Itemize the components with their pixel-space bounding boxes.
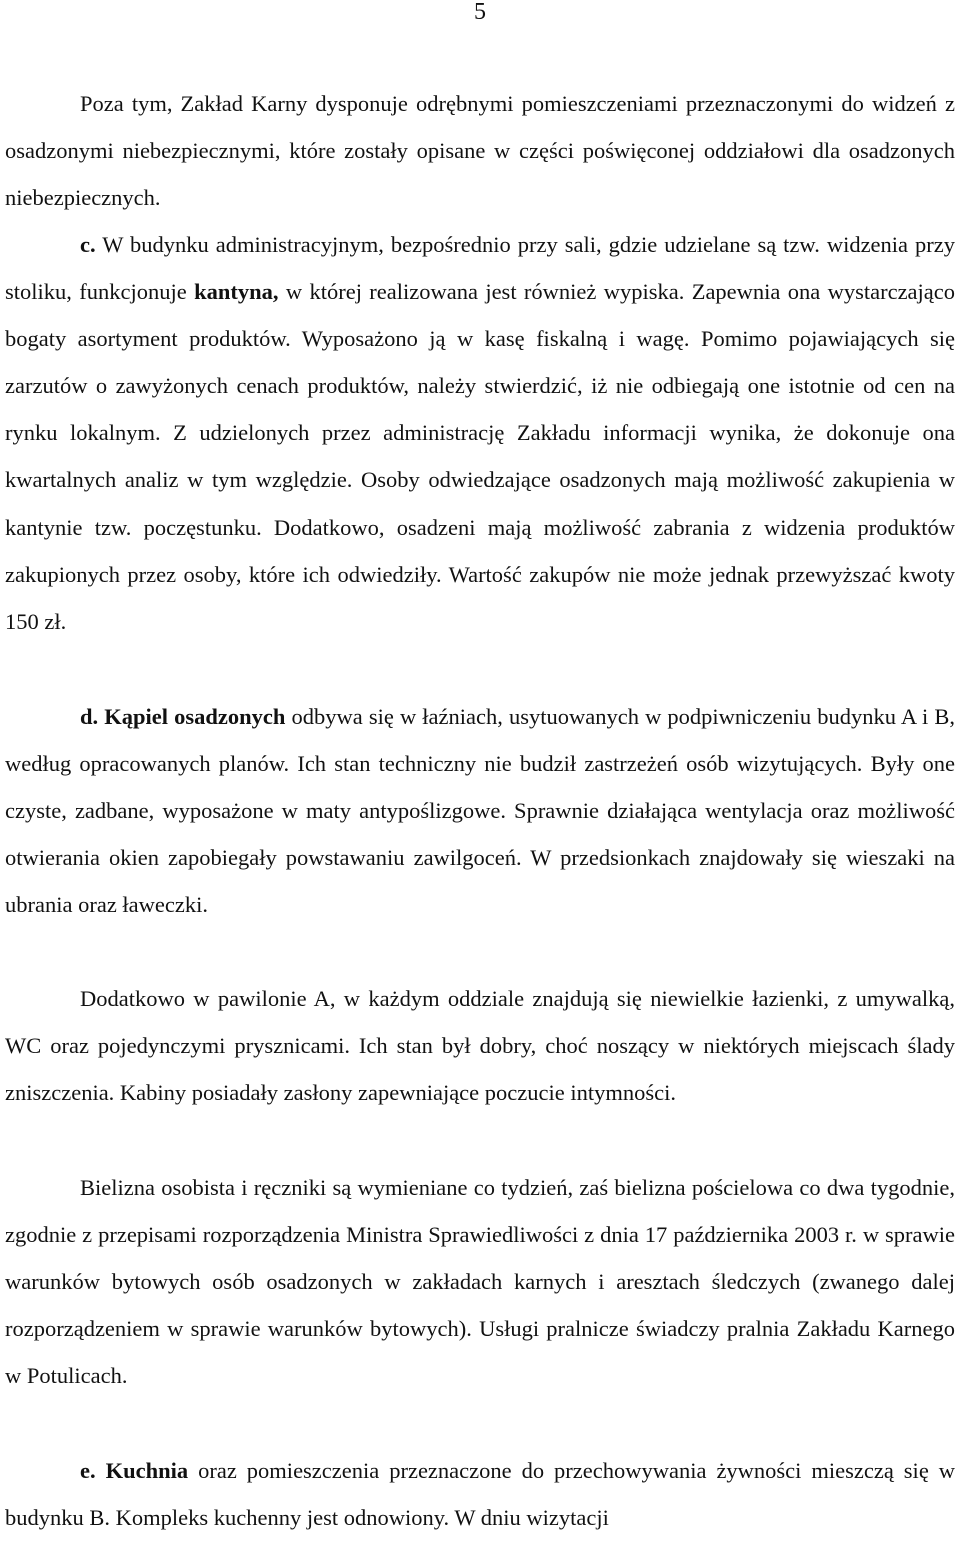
paragraph-bathing — [5, 693, 955, 928]
paragraph-laundry — [5, 1164, 955, 1399]
bold-term: Kuchnia — [105, 1458, 189, 1483]
paragraph-text: oraz pomieszczenia przeznaczone do przechowywania żywności mieszczą się w budynku B. Kompleks kuchenny jest odnowiony. W dniu wizytacji — [5, 1458, 956, 1531]
paragraph-bathrooms — [5, 975, 955, 1116]
paragraph-text: W budynku administracyjnym, bezpośrednio przy sali, gdzie udzielane są tzw. widzenia przy stoliku, funkcjonuje — [5, 232, 955, 305]
paragraph-text: odbywa się w łaźniach, usytuowanych w podpiwniczeniu budynku A i B, według opracowanych planów. Ich stan techniczny nie budził zastrzeżeń osób wizytujących. Były one czyste, zadbane, wyposażone w maty antypoślizgowe. Sprawnie działająca wentylacja oraz możliwość otwierania okien zapobiegały powstawaniu zawilgoceń. W przedsionkach znajdowały się wieszaki na ubrania oraz ławeczki. — [5, 704, 955, 918]
paragraph-text: Dodatkowo w pawilonie A, w każdym oddziale znajdują się niewielkie łazienki, z umywalką, WC oraz pojedynczymi prysznicami. Ich stan był dobry, choć noszący w niektórych miejscach ślady zniszczenia. Kabiny posiadały zasłony zapewniające poczucie intymności. — [5, 986, 955, 1106]
bold-term: Kąpiel osadzonych — [104, 704, 286, 729]
section-label: d. — [80, 704, 99, 729]
paragraph-visiting-rooms — [5, 80, 955, 221]
paragraph-text: Poza tym, Zakład Karny dysponuje odrębnymi pomieszczeniami przeznaczonymi do widzeń z osadzonymi niebezpiecznymi, które zostały opisane w części poświęconej oddziałowi dla osadzonych niebezpiecznych. — [5, 91, 955, 211]
section-label: e. — [80, 1458, 96, 1483]
paragraph-kitchen — [5, 1447, 955, 1541]
section-label: c. — [80, 232, 96, 257]
paragraph-text: w której realizowana jest również wypiska. Zapewnia ona wystarczająco bogaty asortyment produktów. Wyposażono ją w kasę fiskalną i wagę. Pomimo pojawiających się zarzutów o zawyżonych cenach produktów, należy stwierdzić, iż nie odbiegają one istotnie od cen na rynku lokalnym. Z udzielonych przez administrację Zakładu informacji wynika, że dokonuje ona kwartalnych analiz w tym względzie. Osoby odwiedzające osadzonych mają możliwość zakupienia w kantynie tzw. poczęstunku. Dodatkowo, osadzeni mają możliwość zabrania z widzenia produktów zakupionych przez osoby, które ich odwiedziły. Wartość zakupów nie może jednak przewyższać kwoty 150 zł. — [5, 279, 956, 634]
paragraph-canteen — [5, 221, 955, 645]
page-number: 5 — [474, 0, 486, 25]
paragraph-text: Bielizna osobista i ręczniki są wymieniane co tydzień, zaś bielizna pościelowa co dwa tygodnie, zgodnie z przepisami rozporządzenia Ministra Sprawiedliwości z dnia 17 października 2003 r. w sprawie warunków bytowych osób osadzonych w zakładach karnych i aresztach śledczych (zwanego dalej rozporządzeniem w sprawie warunków bytowych). Usługi pralnicze świadczy pralnia Zakładu Karnego w Potulicach. — [5, 1175, 955, 1389]
bold-term: kantyna, — [194, 279, 279, 305]
